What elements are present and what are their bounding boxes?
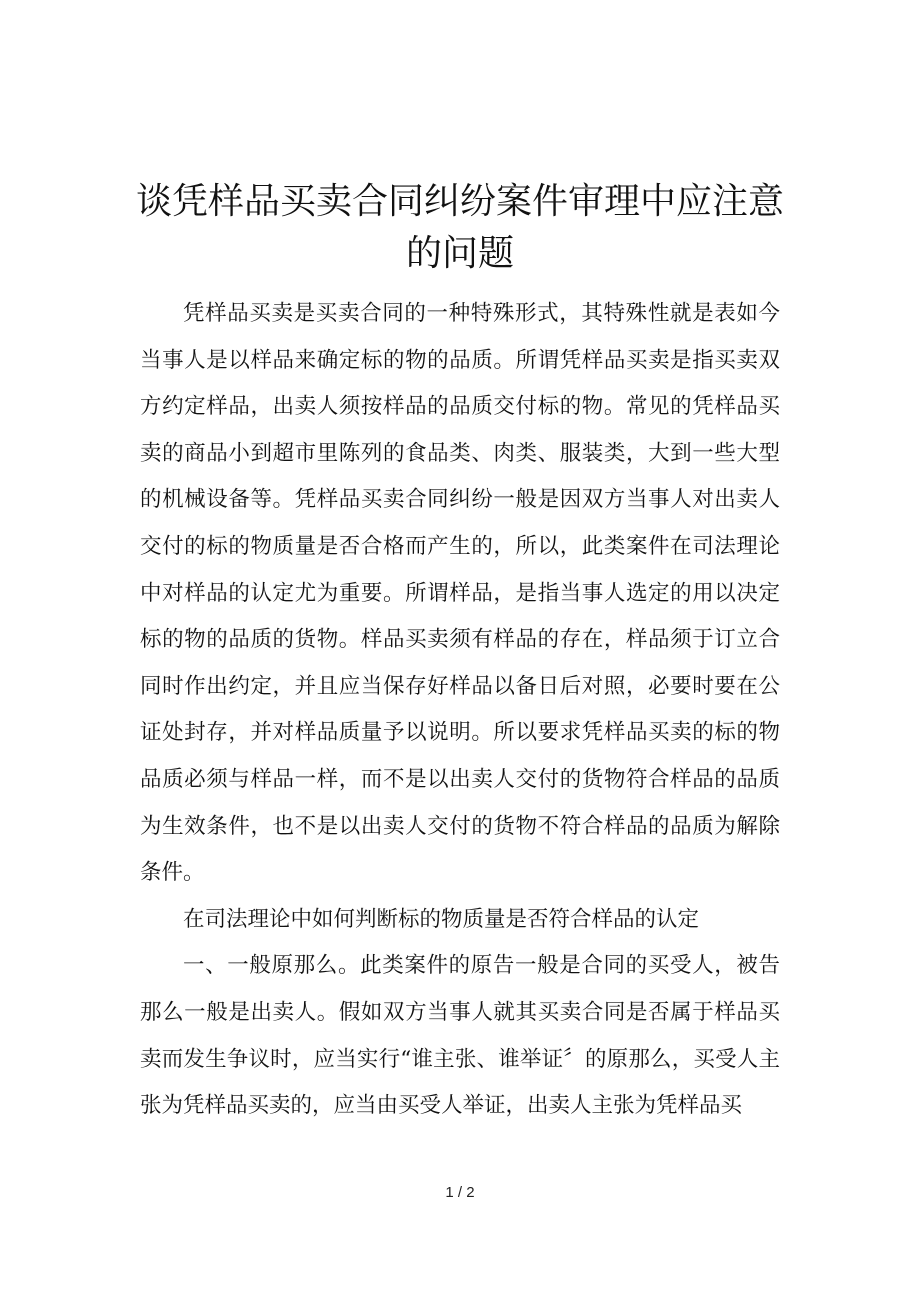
- section-heading: 在司法理论中如何判断标的物质量是否符合样品的认定: [183, 906, 700, 932]
- document-title: 谈凭样品买卖合同纠纷案件审理中应注意的问题: [135, 181, 784, 274]
- body-paragraph: 一、一般原那么。此类案件的原告一般是合同的买受人，被告那么一般是出卖人。假如双方当事人就其买卖合同是否属于样品买卖而发生争议时，应当实行“谁主张、谁举证〞的原那么，买受人主张为凭样品买卖的，应当由买受人举证，出卖人主张为凭样品买: [140, 953, 780, 1119]
- body-paragraph: 凭样品买卖是买卖合同的一种特殊形式，其特殊性就是表如今当事人是以样品来确定标的物的品质。所谓凭样品买卖是指买卖双方约定样品，出卖人须按样品的品质交付标的物。常见的凭样品买卖的商品小到超市里陈列的食品类、肉类、服装类，大到一些大型的机械设备等。凭样品买卖合同纠纷一般是因双方当事人对出卖人交付的标的物质量是否合格而产生的，所以，此类案件在司法理论中对样品的认定尤为重要。所谓样品，是指当事人选定的用以决定标的物的品质的货物。样品买卖须有样品的存在，样品须于订立合同时作出约定，并且应当保存好样品以备日后对照，必要时要在公证处封存，并对样品质量予以说明。所以要求凭样品买卖的标的物品质必须与样品一样，而不是以出卖人交付的货物符合样品的品质为生效条件，也不是以出卖人交付的货物不符合样品的品质为解除条件。: [140, 301, 780, 886]
- document-body: [140, 291, 780, 1130]
- page-number: 1 / 2: [445, 1184, 475, 1201]
